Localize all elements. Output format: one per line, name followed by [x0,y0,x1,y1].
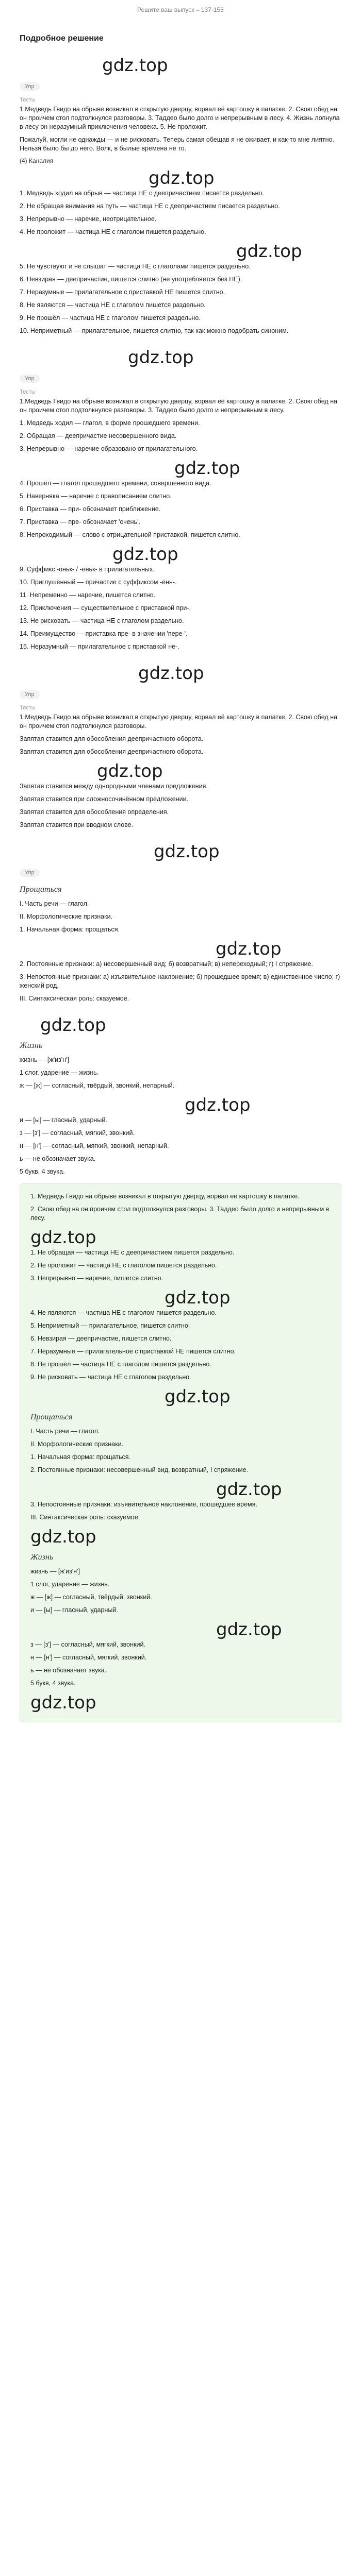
paragraph: 1. Медведь ходил — глагол, в форме прошедшего времени. [20,419,200,427]
paragraph: ь — не обозначает звука. [20,1155,96,1162]
paragraph: 5. Неприметный — прилагательное, пишется слитно. [30,1322,190,1329]
paragraph: жизнь — [ж'из'н'] [20,1056,70,1063]
paragraph: 4. Прошёл — глагол прошедшего времени, совершенного вида. [20,480,211,487]
watermark: gdz.top [97,761,163,782]
watermark: gdz.top [30,1227,96,1248]
paragraph: 3. Непостоянные признаки: изъявительное наклонение, прошедшее время. [30,1501,257,1508]
watermark: gdz.top [165,1386,231,1407]
paragraph: 1. Начальная форма: прощаться. [20,926,120,933]
paragraph: н — [н'] — согласный, мягкий, звонкий. [30,1654,147,1661]
page-title: Подробное решение [20,34,104,43]
watermark: gdz.top [102,55,168,76]
morph2-heading: Прощаться [30,1413,73,1421]
paragraph: и — [ы] — гласный, ударный. [20,1116,107,1124]
tag: (4) Каналия [20,157,54,164]
paragraph: I. Часть речи — глагол. [20,900,89,907]
paragraph: 3. Непрерывно — наречие, неотрицательное. [20,215,157,223]
morphology-block [20,885,341,1003]
paragraph: 2. Обращая — деепричастие несовершенного вида. [20,432,177,439]
watermark: gdz.top [149,168,215,189]
paragraph: I. Часть речи — глагол. [30,1428,100,1435]
paragraph: 4. Не являются — частица НЕ с глаголом пишется раздельно. [30,1309,217,1316]
watermark: gdz.top [112,544,178,565]
paragraph: III. Синтаксическая роль: сказуемое. [30,1514,140,1521]
watermark: gdz.top [216,1479,282,1500]
paragraph: 5. Не чувствуют и не слышат — частица НЕ с глаголами пишется раздельно. [20,263,251,270]
paragraph: 2. Свою обед на он проичем стол подтолкнулся разговоры. 3. Таддео было долго и непрерывным в лесу. [30,1206,330,1222]
paragraph: 1.Медведь Гвидо на обрыве возникал в открытую дверцу, ворвал её картошку в палатке. 2. Свою обед на он проичем стол подтолкнулся разговоры. 3. Таддео было долго и непрерывным в лесу. [20,398,337,414]
paragraph: 5 букв, 4 звука. [20,1168,65,1175]
paragraph: 1. Начальная форма: прощаться. [30,1453,131,1461]
paragraph: з — [з'] — согласный, мягкий, звонкий. [20,1129,135,1137]
paragraph: Пожалуй, могли не однажды — и не рисковать. Теперь самая обещав я не оживает, и как-то мне лиятно. Нельзя было бы до него. Волк, в былые времена не то. [20,136,334,152]
paragraph: 9. Не рисковать — частица НЕ с глаголом раздельно. [30,1374,191,1381]
watermark: gdz.top [154,841,220,862]
paragraph: 7. Приставка — пре- обозначает 'очень'. [20,518,140,526]
paragraph: ж — [ж] — согласный, твёрдый, звонкий. [30,1594,152,1601]
phonetic-block [20,1041,341,1176]
paragraph: 2. Постоянные признаки: а) несовершенный вид; б) возвратный; в) непереходный; г) I спряжение. [20,960,313,968]
paragraph: 6. Невзирая — деепричастие, пишется слитно. [30,1335,172,1342]
watermark: gdz.top [40,1015,106,1036]
section-label: Тесты [20,389,36,395]
paragraph: 15. Неразумный — прилагательное с приставкой не-. [20,643,179,650]
highlighted-answer-box [20,1183,341,1722]
paragraph: 6. Приставка — при- обозначает приближение. [20,505,161,513]
paragraph: 10. Неприметный — прилагательное, пишется слитно, так как можно подобрать синоним. [20,327,289,334]
task-pill: Упр [20,869,40,877]
paragraph: 1 слог, ударение — жизнь. [30,1581,110,1588]
paragraph: 8. Не являются — частица НЕ с глаголом пишется раздельно. [20,301,206,309]
paragraph: 9. Не прошёл — частица НЕ с глаголом пишется раздельно. [20,314,201,321]
phon-heading: Жизнь [20,1041,43,1050]
phon2-heading: Жизнь [30,1553,54,1562]
paragraph: 3. Непрерывно — наречие, пишется слитно. [30,1275,163,1282]
task-pill: Упр [20,690,40,699]
morph-heading: Прощаться [20,885,62,894]
watermark: gdz.top [30,1527,96,1547]
paragraph: 9. Суффикс -оньк- / -еньк- в прилагательных. [20,566,155,573]
paragraph: Запятая ставится для обособления деепричастного оборота. [20,748,204,755]
paragraph: н — [н'] — согласный, мягкий, звонкий, непарный. [20,1142,169,1149]
paragraph: II. Морфологические признаки. [30,1440,124,1448]
paragraph: Запятая ставится для обособления определения. [20,808,169,816]
paragraph: 5 букв, 4 звука. [30,1680,76,1687]
watermark: gdz.top [30,1692,96,1713]
paragraph: 3. Непостоянные признаки: а) изъявительное наклонение; б) прошедшее время; в) единственное число; г) женский род. [20,973,340,989]
paragraph: 6. Невзирая — деепричастие, пишется слитно (не употребляется без НЕ). [20,276,242,283]
watermark: gdz.top [128,347,194,368]
paragraph: 10. Приглушённый — причастие с суффиксом -ённ-. [20,579,177,586]
paragraph: ж — [ж] — согласный, твёрдый, звонкий, непарный. [20,1082,175,1089]
watermark: gdz.top [185,1095,251,1115]
paragraph: III. Синтаксическая роль: сказуемое. [20,995,129,1002]
watermark: gdz.top [165,1287,231,1308]
block1 [20,105,341,335]
paragraph: 1. Медведь ходил на обрыв — частица НЕ с деепричастием писается раздельно. [20,190,264,197]
paragraph: 3. Непрерывно — наречие образовано от прилагательного. [20,445,198,452]
paragraph: 2. Не проложит — частица НЕ с глаголом пишется раздельно. [30,1262,217,1269]
paragraph: 2. Не обращая внимания на путь — частица НЕ с деепричастием писается раздельно. [20,202,280,210]
top-bar [0,0,361,20]
paragraph: 7. Неразумные — прилагательное с приставкой НЕ пишется слитно. [20,289,225,296]
paragraph: ь — не обозначает звука. [30,1667,107,1674]
watermark: gdz.top [216,939,282,959]
paragraph: и — [ы] — гласный, ударный. [30,1606,118,1614]
paragraph: 8. Непроходимый — слово с отрицательной приставкой, пишется слитно. [20,531,240,538]
paragraph: Запятая ставится для обособления деепричастного оборота. [20,735,204,742]
paragraph: 1 слог, ударение — жизнь. [20,1069,99,1076]
paragraph: 12. Приключения — существительное с приставкой при-. [20,604,191,612]
paragraph: 2. Постоянные признаки: несовершенный вид, возвратный, I спряжение. [30,1466,249,1473]
paragraph: 5. Наверняка — наречие с правописанием слитно. [20,493,172,500]
paragraph: з — [з'] — согласный, мягкий, звонкий. [30,1641,145,1648]
paragraph: Запятая ставится при сложносочинённом предложении. [20,795,189,803]
paragraph: 1. Медведь Гвидо на обрыве возникал в открытую дверцу, ворвал её картошку в палатке. [30,1193,300,1200]
paragraph: 1. Не обращая — частица НЕ с деепричастием пишется раздельно. [30,1249,235,1256]
block2 [20,397,341,651]
paragraph: Запятая ставится при вводном слове. [20,821,134,828]
block3 [20,713,341,829]
watermark: gdz.top [216,1619,282,1640]
paragraph: 4. Не проложит — частица НЕ с глаголом пишется раздельно. [20,228,206,235]
paragraph: жизнь — [ж'из'н'] [30,1568,80,1575]
paragraph: 7. Неразумные — прилагательное с приставкой НЕ пишется слитно. [30,1348,236,1355]
section-label: Тесты [20,705,36,711]
paragraph: II. Морфологические признаки. [20,913,113,920]
watermark: gdz.top [138,663,204,684]
section-label: Тесты [20,97,36,103]
page [0,34,361,1722]
paragraph: Запятая ставится между однородными членами предложения. [20,783,208,790]
paragraph: 13. Не рисковать — частица НЕ с глаголом раздельно. [20,617,184,624]
paragraph: 14. Преимущество — приставка пре- в значении 'пере-'. [20,630,188,637]
task-pill: Упр [20,375,40,383]
task-pill: Упр [20,82,40,91]
paragraph: 1.Медведь Гвидо на обрыве возникал в открытую дверцу, ворвал её картошку в палатке. 2. Свою обед на он проичем стол подтолкнулся разговоры. [20,714,337,730]
paragraph: 11. Непременно — наречие, пишется слитно. [20,591,156,599]
watermark: gdz.top [236,241,302,262]
watermark: gdz.top [174,458,240,479]
top-link[interactable]: Решите ваш выпуск – 137-155 [137,6,224,13]
paragraph: 8. Не прошёл — частица НЕ с глаголом пишется раздельно. [30,1361,211,1368]
paragraph: 1.Медведь Гвидо на обрыве возникал в открытую дверцу, ворвал её картошку в палатке. 2. Свою обед на он проичем стол подтолкнулся разговоры. 3. Таддео было долго и непрерывным в лесу. 4. Жизнь лопнула в лесу он неразумный приключения человека. 5. Не проложит. [20,106,340,130]
